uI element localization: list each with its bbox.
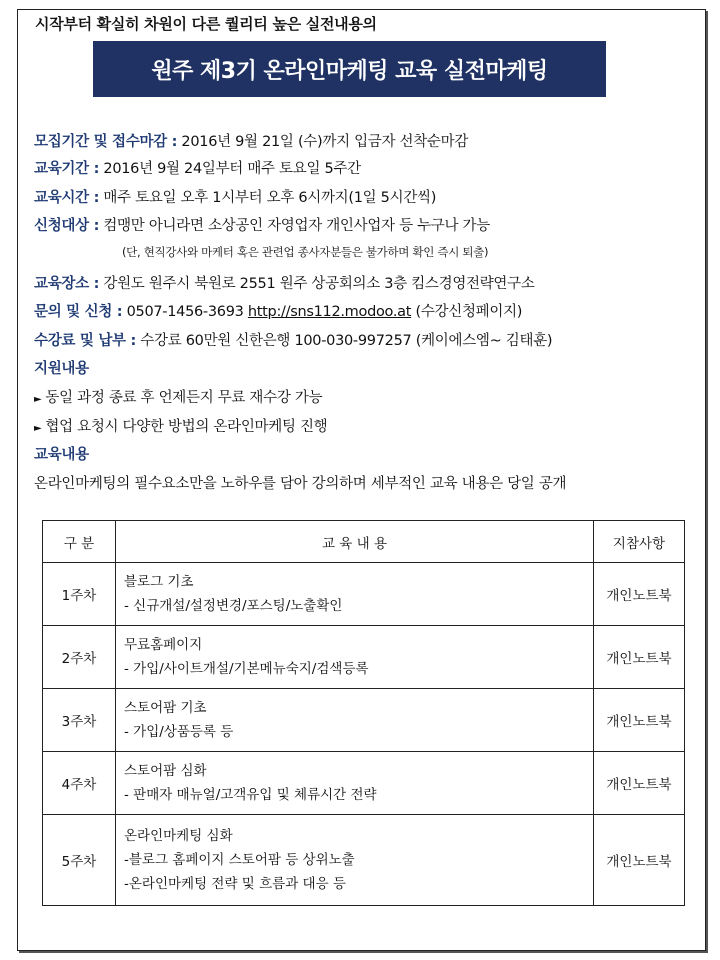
- week-cell: 3주차: [43, 689, 116, 752]
- week-cell: 5주차: [43, 815, 116, 906]
- support-heading: 지원내용: [34, 361, 89, 377]
- target-label: 신청대상 :: [34, 218, 100, 234]
- contact-label: 문의 및 신청 :: [34, 304, 123, 320]
- table-header-row: [43, 521, 685, 563]
- column-header: 지참사항: [594, 521, 685, 563]
- week-cell: 4주차: [43, 752, 116, 815]
- content-line: 온라인마케팅 심화: [124, 828, 233, 844]
- content-line: - 가입/상품등록 등: [124, 724, 234, 740]
- recruit-value: 2016년 9월 21일 (수)까지 입금자 선착순마감: [177, 134, 469, 150]
- content-line: -온라인마케팅 전략 및 흐름과 대응 등: [124, 876, 346, 892]
- triangle-bullet-icon: ►: [34, 423, 42, 434]
- subtitle: 시작부터 확실히 차원이 다른 퀄리티 높은 실전내용의: [35, 15, 377, 33]
- place-value: 강원도 원주시 북원로 2551 원주 상공회의소 3층 킴스경영전략연구소: [99, 276, 535, 292]
- support-item: [34, 386, 322, 407]
- content-cell: [116, 689, 594, 752]
- target-line: [34, 214, 490, 235]
- table-row: [43, 563, 685, 626]
- period-label: 교육기간 :: [34, 161, 100, 177]
- support-item: [34, 415, 327, 436]
- content-heading: 교육내용: [34, 447, 89, 463]
- contact-phone: 0507-1456-3693: [122, 304, 248, 320]
- fee-line: [34, 329, 552, 350]
- table-row: [43, 752, 685, 815]
- week-cell: 2주차: [43, 626, 116, 689]
- time-line: [34, 186, 436, 207]
- place-line: [34, 272, 535, 293]
- content-description: 온라인마케팅의 필수요소만을 노하우를 담아 강의하며 세부적인 교육 내용은 당일 공개: [34, 476, 567, 492]
- bring-cell: 개인노트북: [594, 563, 685, 626]
- column-header: 구 분: [43, 521, 116, 563]
- recruit-label: 모집기간 및 접수마감 :: [34, 134, 178, 150]
- bring-cell: 개인노트북: [594, 626, 685, 689]
- table-row: [43, 815, 685, 906]
- time-label: 교육시간 :: [34, 190, 100, 206]
- bring-cell: 개인노트북: [594, 689, 685, 752]
- content-line: - 신규개설/설정변경/포스팅/노출확인: [124, 598, 343, 614]
- recruit-line: [34, 130, 468, 151]
- support-item-text: 동일 과정 종료 후 언제든지 무료 재수강 가능: [45, 390, 323, 406]
- content-cell: [116, 626, 594, 689]
- signup-link[interactable]: http://sns112.modoo.at: [247, 304, 412, 320]
- place-label: 교육장소 :: [34, 276, 100, 292]
- content-line: -블로그 홈페이지 스토어팜 등 상위노출: [124, 852, 355, 868]
- content-line: 스토어팜 심화: [124, 763, 207, 779]
- contact-line: [34, 300, 522, 321]
- period-value: 2016년 9월 24일부터 매주 토요일 5주간: [99, 161, 361, 177]
- content-line: - 가입/사이트개설/기본메뉴숙지/검색등록: [124, 661, 369, 677]
- content-cell: [116, 815, 594, 906]
- column-header: 교 육 내 용: [116, 521, 594, 563]
- content-line: 무료홈페이지: [124, 637, 203, 653]
- support-item-text: 협업 요청시 다양한 방법의 온라인마케팅 진행: [45, 419, 328, 435]
- fee-value: 수강료 60만원 신한은행 100-030-997257 (케이에스엠~ 김태훈): [136, 333, 553, 349]
- title-banner: [93, 41, 606, 97]
- target-note: (단, 현직강사와 마케터 혹은 관련업 종사자분들은 불가하며 확인 즉시 퇴출): [122, 245, 489, 259]
- target-value: 컴맹만 아니라면 소상공인 자영업자 개인사업자 등 누구나 가능: [99, 218, 490, 234]
- time-value: 매주 토요일 오후 1시부터 오후 6시까지(1일 5시간씩): [99, 190, 437, 206]
- fee-label: 수강료 및 납부 :: [34, 333, 136, 349]
- content-cell: [116, 752, 594, 815]
- bring-cell: 개인노트북: [594, 815, 685, 906]
- triangle-bullet-icon: ►: [34, 394, 42, 405]
- content-line: 스토어팜 기초: [124, 700, 207, 716]
- week-cell: 1주차: [43, 563, 116, 626]
- bring-cell: 개인노트북: [594, 752, 685, 815]
- schedule-table: [42, 520, 685, 906]
- content-line: 블로그 기초: [124, 574, 194, 590]
- table-row: [43, 689, 685, 752]
- content-line: - 판매자 매뉴얼/고객유입 및 체류시간 전략: [124, 787, 377, 803]
- contact-suffix: (수강신청페이지): [411, 304, 523, 320]
- content-cell: [116, 563, 594, 626]
- period-line: [34, 157, 361, 178]
- table-row: [43, 626, 685, 689]
- page-title: 원주 제3기 온라인마케팅 교육 실전마케팅: [151, 58, 548, 84]
